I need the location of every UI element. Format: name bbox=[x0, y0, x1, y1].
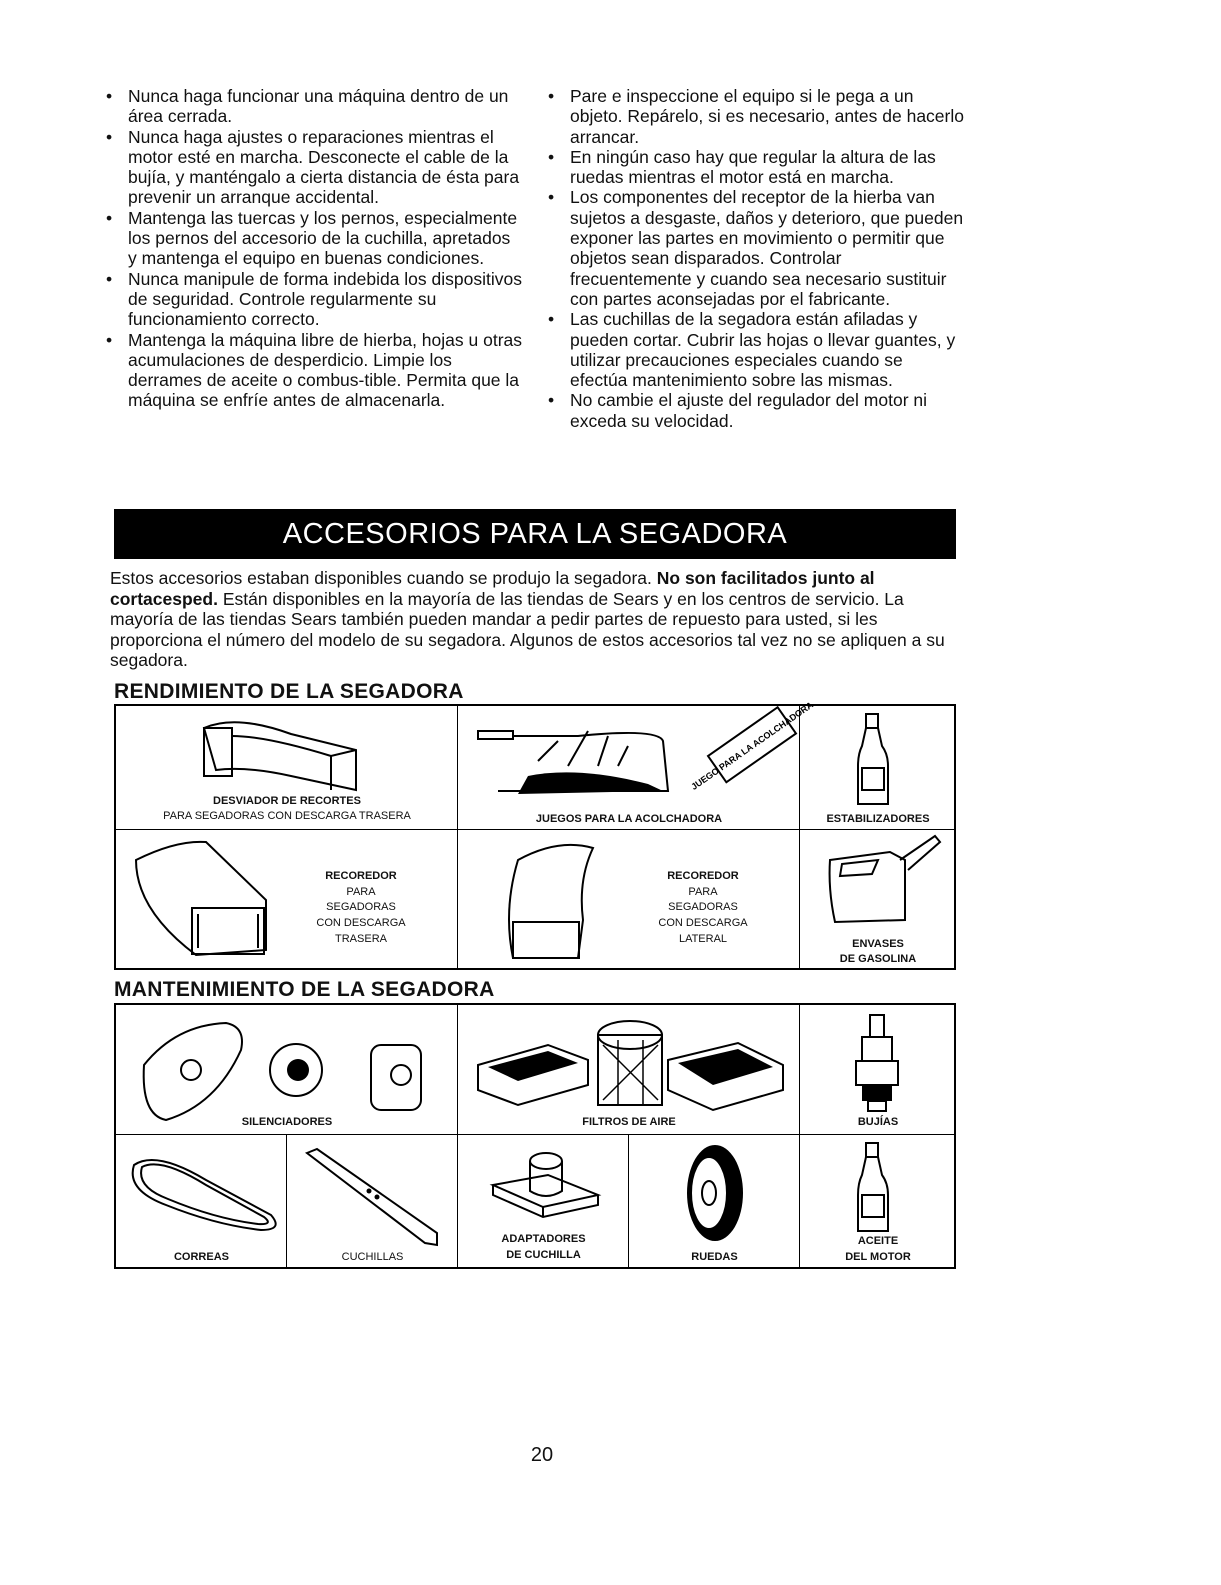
list-item: • Nunca haga ajustes o reparaciones mientras el motor esté en marcha. Desconecte el cable de la bujía, y manténgalo a cierta distancia de ésta para prevenir un arranque accidental. bbox=[102, 127, 522, 208]
blades-caption: CUCHILLAS bbox=[341, 1251, 404, 1263]
rear-bag-icon bbox=[116, 830, 458, 970]
section-title-maintenance: MANTENIMIENTO DE LA SEGADORA bbox=[114, 978, 514, 1004]
list-item: • En ningún caso hay que regular la altura de las ruedas mientras el motor está en marcha. bbox=[544, 147, 964, 188]
spark-plugs-caption: BUJÍAS bbox=[857, 1116, 899, 1128]
oil-bottle-icon bbox=[800, 1135, 956, 1269]
list-item: • No cambie el ajuste del regulador del motor ni exceda su velocidad. bbox=[544, 390, 964, 431]
cell-air-filters bbox=[458, 1005, 800, 1135]
cell-stabilizers bbox=[800, 706, 956, 830]
mulch-kit-caption: JUEGOS PARA LA ACOLCHADORA bbox=[535, 813, 723, 825]
engine-oil-caption: DEL MOTOR bbox=[845, 1251, 911, 1263]
rear-bag-caption: RECOREDOR bbox=[325, 870, 397, 882]
wheel-icon bbox=[629, 1135, 800, 1269]
side-bag-icon bbox=[458, 830, 800, 970]
side-bag-caption: RECOREDOR bbox=[667, 870, 739, 882]
cell-rear-bag bbox=[116, 830, 458, 970]
list-item: • Nunca manipule de forma indebida los dispositivos de seguridad. Controle regularmente su funcionamiento correcto. bbox=[102, 269, 522, 330]
list-item: • Mantenga la máquina libre de hierba, hojas u otras acumulaciones de desperdicio. Limpie los derrames de aceite o combus-tible. Permita que la máquina se enfríe antes de almacenarla. bbox=[102, 330, 522, 411]
gas-cans-caption: ENVASES bbox=[852, 938, 904, 950]
accessory-grid-performance bbox=[114, 699, 956, 970]
intro-bold-text: No son facilitados junto al cortacesped. bbox=[110, 568, 875, 609]
accessory-grid-maintenance bbox=[114, 1003, 956, 1269]
cell-blade-adapters bbox=[458, 1135, 629, 1269]
list-item: • Las cuchillas de la segadora están afiladas y pueden cortar. Cubrir las hojas o llevar guantes, y utilizar precauciones especiales cuando se efectúa mantenimiento sobre las mismas. bbox=[544, 309, 964, 390]
gas-cans-caption: DE GASOLINA bbox=[839, 953, 917, 965]
cell-blades bbox=[287, 1135, 458, 1269]
side-bag-caption: LATERAL bbox=[678, 933, 728, 945]
list-item: • Los componentes del receptor de la hierba van sujetos a desgaste, daños y deterioro, que pueden exponer las partes en movimiento o permitir que objetos sean disparados. Controlar frecuentemente y cuando sea necesario sustituir con partes aconsejadas por el fabricante. bbox=[544, 187, 964, 309]
cell-mufflers bbox=[116, 1005, 458, 1135]
air-filters-caption: FILTROS DE AIRE bbox=[582, 1116, 676, 1128]
rear-bag-caption: CON DESCARGA bbox=[316, 917, 406, 929]
stabilizers-caption: ESTABILIZADORES bbox=[826, 813, 930, 825]
cell-spark-plugs bbox=[800, 1005, 956, 1135]
cell-belts bbox=[116, 1135, 287, 1269]
cell-mulch-kit bbox=[458, 699, 815, 830]
safety-list-right bbox=[544, 86, 964, 431]
page-number: 20 bbox=[530, 1444, 554, 1466]
side-bag-caption: PARA bbox=[688, 886, 718, 898]
cell-wheels bbox=[629, 1135, 800, 1269]
blade-adapters-caption: ADAPTADORES bbox=[501, 1233, 586, 1245]
cell-side-bag bbox=[458, 830, 800, 970]
side-bag-caption: CON DESCARGA bbox=[658, 917, 748, 929]
belts-caption: CORREAS bbox=[173, 1251, 229, 1263]
safety-list-left bbox=[102, 86, 522, 411]
cell-engine-oil bbox=[800, 1135, 956, 1269]
rear-bag-caption: PARA bbox=[346, 886, 376, 898]
intro-text: Estos accesorios estaban disponibles cuando se produjo la segadora. bbox=[110, 568, 657, 588]
rear-bag-caption: SEGADORAS bbox=[326, 901, 396, 913]
deflector-caption: DESVIADOR DE RECORTES bbox=[213, 795, 361, 807]
rear-bag-caption: TRASERA bbox=[335, 933, 387, 945]
section-banner: ACCESORIOS PARA LA SEGADORA bbox=[114, 509, 956, 559]
section-title-performance: RENDIMIENTO DE LA SEGADORA bbox=[114, 680, 474, 706]
belt-icon bbox=[116, 1135, 287, 1269]
cell-gas-cans bbox=[800, 830, 956, 970]
mufflers-caption: SILENCIADORES bbox=[241, 1116, 333, 1128]
intro-paragraph bbox=[110, 568, 970, 671]
side-bag-caption: SEGADORAS bbox=[668, 901, 738, 913]
mulch-kit-icon bbox=[458, 699, 815, 830]
list-item: • Nunca haga funcionar una máquina dentro de un área cerrada. bbox=[102, 86, 522, 127]
blade-adapters-caption: DE CUCHILLA bbox=[506, 1249, 581, 1261]
stabilizer-bottle-icon bbox=[800, 706, 956, 830]
wheels-caption: RUEDAS bbox=[691, 1251, 738, 1263]
cell-deflector bbox=[116, 706, 458, 830]
deflector-subcaption: PARA SEGADORAS CON DESCARGA TRASERA bbox=[163, 810, 411, 822]
intro-text: Están disponibles en la mayoría de las tiendas de Sears y en los centros de servicio. La mayoría de las tiendas Sears también pueden mandar a pedir partes de repuesto para usted, si les proporciona el número del modelo de su segadora. Algunos de estos accesorios tal vez no se apliquen a su segadora. bbox=[110, 588, 945, 670]
blade-icon bbox=[287, 1135, 458, 1269]
mulch-box-label: JUEGO PARA LA ACOLCHADORA bbox=[689, 699, 815, 792]
engine-oil-caption: ACEITE bbox=[857, 1235, 899, 1247]
list-item: • Pare e inspeccione el equipo si le pega a un objeto. Repárelo, si es necesario, antes de hacerlo arrancar. bbox=[544, 86, 964, 147]
list-item: • Mantenga las tuercas y los pernos, especialmente los pernos del accesorio de la cuchilla, apretados y mantenga el equipo en buenas condiciones. bbox=[102, 208, 522, 269]
